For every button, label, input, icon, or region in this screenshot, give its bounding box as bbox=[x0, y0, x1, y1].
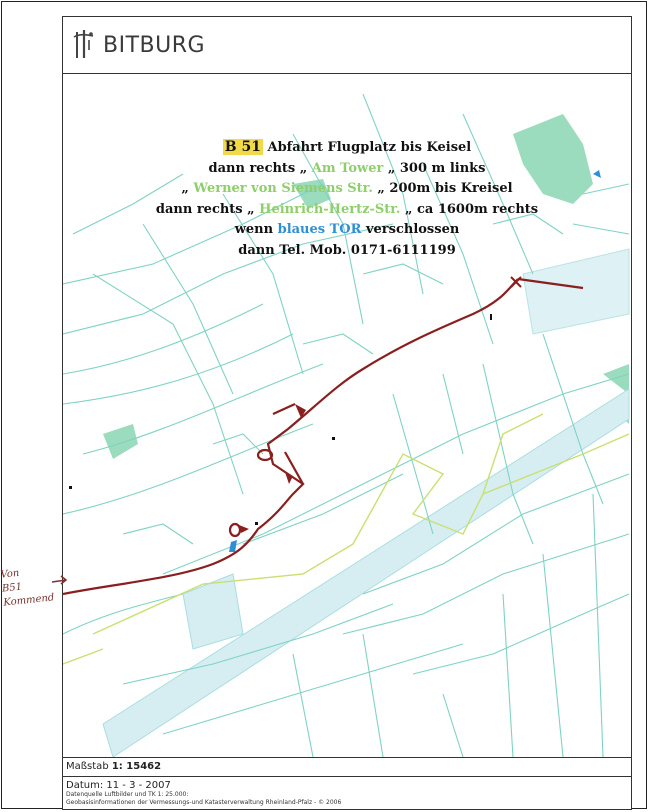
airfield bbox=[103, 249, 629, 757]
date-label: Datum: 11 - 3 - 2007 bbox=[66, 780, 171, 791]
header bbox=[63, 17, 631, 74]
directions-line-2-post: „ 300 m links bbox=[383, 160, 486, 176]
destination-marker bbox=[511, 277, 521, 287]
bitburg-logo bbox=[71, 25, 205, 65]
directions-line-1 bbox=[63, 137, 631, 159]
directions-line-2-pre: dann rechts „ bbox=[208, 160, 312, 176]
logo-text: BITBURG bbox=[103, 32, 206, 58]
source-line-2: Geobasisinformationen der Vermessungs-und Katasterverwaltung Rheinland-Pfalz - © 2006 bbox=[66, 799, 342, 806]
handwritten-note-line-2: B51 bbox=[1, 581, 23, 595]
bitburg-logo-icon bbox=[71, 28, 97, 62]
scale-row bbox=[63, 758, 631, 777]
directions-line-4-pre: dann rechts „ bbox=[155, 201, 260, 217]
directions-line-2 bbox=[63, 159, 631, 180]
street-heinrich-hertz: Heinrich-Hertz-Str. bbox=[259, 201, 401, 217]
handwritten-note-line-3: Kommend bbox=[2, 592, 55, 609]
directions-line-5-post: verschlossen bbox=[361, 222, 460, 237]
directions-line-1-text: Abfahrt Flugplatz bis Keisel bbox=[262, 140, 472, 155]
phone-line: dann Tel. Mob. 0171-6111199 bbox=[238, 242, 456, 258]
handwritten-note-line-1: Von bbox=[0, 567, 20, 581]
directions-line-3-post: „ 200m bis Kreisel bbox=[372, 181, 513, 196]
map-sheet bbox=[62, 16, 632, 810]
directions-line-3 bbox=[63, 179, 631, 200]
directions-line-4-post: „ ca 1600m rechts bbox=[400, 201, 539, 217]
street-am-tower: Am Tower bbox=[311, 160, 384, 176]
handwritten-arrow-icon bbox=[8, 560, 68, 600]
directions-line-5-pre: wenn bbox=[234, 222, 278, 237]
road-label-b51: B 51 bbox=[224, 139, 261, 155]
directions-line-6 bbox=[63, 241, 631, 262]
source-line-1: Datenquelle Luftbilder und TK 1: 25.000: bbox=[66, 791, 189, 798]
street-werner-von-siemens: Werner von Siemens Str. bbox=[193, 181, 373, 196]
scale-label: Maßstab bbox=[66, 761, 112, 772]
directions-line-4 bbox=[63, 200, 631, 221]
directions-line-3-pre: „ bbox=[181, 181, 194, 196]
scale-value: 1: 15462 bbox=[111, 761, 162, 772]
gate-label: blaues TOR bbox=[277, 222, 362, 237]
directions-line-5 bbox=[63, 220, 631, 241]
footer bbox=[63, 757, 631, 807]
directions-text bbox=[63, 137, 631, 261]
